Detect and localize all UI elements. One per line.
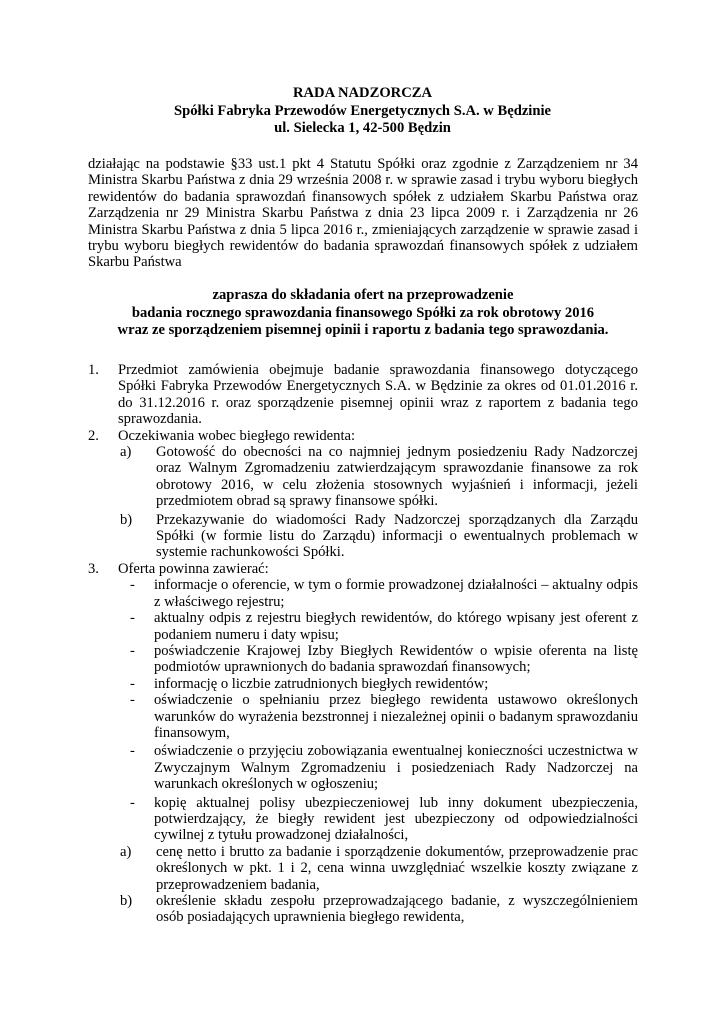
bullet-dash: - [130,743,135,760]
header-company: Spółki Fabryka Przewodów Energetycznych S.A. w Będzinie [174,102,551,119]
bullet-dash: - [130,642,135,659]
sub-item-text: Przekazywanie do wiadomości Rady Nadzorczej sporządzanych dla Zarządu Spółki (w formie listu do Zarządu) informacji o ewentualnych problemach w systemie rachunkowości Spółki. [156,511,638,561]
bullet-dash: - [130,692,135,709]
sub-item-text: cenę netto i brutto za badanie i sporządzenie dokumentów, przeprowadzenie prac określonych w pkt. 1 i 2, cena winna uwzględniać wszelkie koszty związane z przeprowadzeniem badania, [156,843,638,893]
bullet-item [118,676,638,692]
bullet-item [118,610,638,643]
header-address: ul. Sielecka 1, 42-500 Będzin [274,120,451,136]
sub-item-2b [118,512,638,561]
sub-item-mark: b) [120,893,133,909]
bullet-dash: - [130,610,135,627]
list-item-text: Oferta powinna zawierać: [118,560,269,577]
header-title: RADA NADZORCZA [292,85,433,101]
bullet-text: oświadczenie o spełnianiu przez biegłego rewidenta ustawowo określonych warunków do wyrażenia bezstronnej i niezależnej opinii o badanym sprawozdaniu finansowym, [154,692,638,741]
list-item-number: 2. [88,427,99,444]
list-item-2 [88,428,638,444]
bullet-dash: - [130,794,135,811]
numbered-list [88,362,638,926]
bullet-item [118,795,638,844]
bullet-text: aktualny odpis z rejestru biegłych rewidentów, do którego wpisany jest oferent z podaniem numeru i daty wpisu; [154,610,638,643]
sub-item-3b [118,893,638,926]
bullet-item [118,643,638,676]
invitation-heading [88,287,638,340]
invitation-line-3: wraz ze sporządzeniem pisemnej opinii i raportu z badania tego sprawozdania. [117,322,609,338]
bullet-dash: - [130,675,135,692]
sub-item-mark: a) [120,444,132,461]
sub-item-3a [118,844,638,893]
document-header [0,85,725,138]
bullet-text: poświadczenie Krajowej Izby Biegłych Rewidentów o wpisie oferenta na listę podmiotów uprawnionych do badania sprawozdań finansowych; [154,642,638,676]
bullet-text: informacje o oferencie, w tym o formie prowadzonej działalności – aktualny odpis z właściwego rejestru; [154,577,638,610]
list-item-number: 1. [88,362,99,378]
preamble-paragraph: działając na podstawie §33 ust.1 pkt 4 Statutu Spółki oraz zgodnie z Zarządzeniem nr 34 Ministra Skarbu Państwa z dnia 29 września 2008 r. w sprawie zasad i trybu wyboru biegłych rewidentów do badania sprawozdań finansowych spółek z udziałem Skarbu Państwa oraz Zarządzenia nr 29 Ministra Skarbu Państwa z dnia 23 lipca 2009 r. i Zarządzenia nr 26 Ministra Skarbu Państwa z dnia 5 lipca 2016 r., zmieniających zarządzenie w sprawie zasad i trybu wyboru biegłych rewidentów do badania sprawozdań finansowych spółek z udziałem Skarbu Państwa [88,156,638,271]
sub-item-mark: b) [120,511,133,528]
sub-item-text: Gotowość do obecności na co najmniej jednym posiedzeniu Rady Nadzorczej oraz Walnym Zgromadzeniu zatwierdzającym sprawozdanie finansowe za rok obrotowy 2016, w celu złożenia stosownych wyjaśnień i informacji, jeżeli przedmiotem obrad są sprawy finansowe spółki. [156,444,638,510]
list-item-text: Przedmiot zamówienia obejmuje badanie sprawozdania finansowego dotyczącego Spółki Fabryka Przewodów Energetycznych S.A. w Będzinie za okres od 01.01.2016 r. do 31.12.2016 r. oraz sporządzenie pisemnej opinii wraz z raportem z badania tego sprawozdania. [118,362,638,428]
sub-item-mark: a) [120,843,132,860]
list-item-1 [88,362,638,428]
bullet-text: informację o liczbie zatrudnionych biegłych rewidentów; [154,675,489,692]
list-item-text: Oczekiwania wobec biegłego rewidenta: [118,427,356,444]
bullet-item [118,577,638,610]
list-item-number: 3. [88,560,99,577]
list-item-3 [88,561,638,577]
bullet-item [118,692,638,741]
bullet-text: oświadczenie o przyjęciu zobowiązania ewentualnej konieczności uczestnictwa w Zwyczajnym Walnym Zgromadzeniu i posiedzeniach Rady Nadzorczej na warunkach określonych w ogłoszeniu; [154,743,638,793]
invitation-line-2: badania rocznego sprawozdania finansowego Spółki za rok obrotowy 2016 [131,304,595,321]
invitation-line-1: zaprasza do składania ofert na przeprowadzenie [212,287,514,303]
bullet-item [118,743,638,792]
sub-item-2a [118,444,638,510]
bullet-text: kopię aktualnej polisy ubezpieczeniowej lub inny dokument ubezpieczenia, potwierdzający, że biegły rewident jest ubezpieczony od odpowiedzialności cywilnej z tytułu prowadzonej działalności, [154,794,638,844]
sub-item-text: określenie składu zespołu przeprowadzającego badanie, z wyszczególnieniem osób posiadających uprawnienia biegłego rewidenta, [156,893,638,926]
bullet-dash: - [130,577,135,594]
